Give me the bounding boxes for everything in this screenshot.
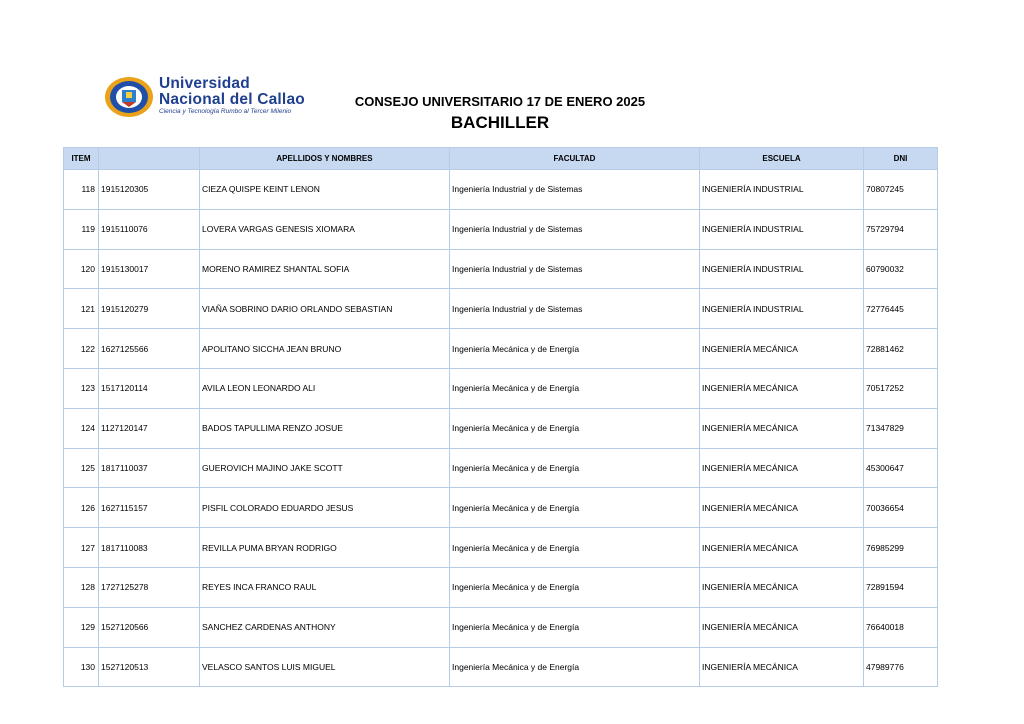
cell-school: INGENIERÍA MECÁNICA — [700, 647, 864, 687]
cell-name: APOLITANO SICCHA JEAN BRUNO — [200, 329, 450, 369]
cell-school: INGENIERÍA MECÁNICA — [700, 329, 864, 369]
cell-dni: 72881462 — [864, 329, 938, 369]
table-row — [64, 607, 938, 647]
cell-name: BADOS TAPULLIMA RENZO JOSUE — [200, 408, 450, 448]
cell-dni: 70807245 — [864, 170, 938, 210]
cell-item: 127 — [64, 528, 99, 568]
cell-name: SANCHEZ CARDENAS ANTHONY — [200, 607, 450, 647]
cell-dni: 47989776 — [864, 647, 938, 687]
university-seal-icon — [103, 76, 155, 118]
cell-name: CIEZA QUISPE KEINT LENON — [200, 170, 450, 210]
cell-code: 1527120566 — [99, 607, 200, 647]
cell-name: PISFIL COLORADO EDUARDO JESUS — [200, 488, 450, 528]
cell-dni: 75729794 — [864, 209, 938, 249]
table-row — [64, 289, 938, 329]
header-dni: DNI — [864, 148, 938, 170]
cell-code: 1527120513 — [99, 647, 200, 687]
cell-item: 121 — [64, 289, 99, 329]
cell-faculty: Ingeniería Mecánica y de Energía — [450, 329, 700, 369]
cell-item: 120 — [64, 249, 99, 289]
table-row — [64, 329, 938, 369]
cell-code: 1627115157 — [99, 488, 200, 528]
cell-school: INGENIERÍA INDUSTRIAL — [700, 249, 864, 289]
cell-code: 1915130017 — [99, 249, 200, 289]
cell-dni: 72776445 — [864, 289, 938, 329]
cell-faculty: Ingeniería Mecánica y de Energía — [450, 607, 700, 647]
cell-school: INGENIERÍA MECÁNICA — [700, 368, 864, 408]
cell-faculty: Ingeniería Mecánica y de Energía — [450, 408, 700, 448]
cell-school: INGENIERÍA INDUSTRIAL — [700, 289, 864, 329]
cell-name: REVILLA PUMA BRYAN RODRIGO — [200, 528, 450, 568]
cell-item: 118 — [64, 170, 99, 210]
cell-dni: 76985299 — [864, 528, 938, 568]
cell-name: GUEROVICH MAJINO JAKE SCOTT — [200, 448, 450, 488]
cell-code: 1915110076 — [99, 209, 200, 249]
cell-item: 125 — [64, 448, 99, 488]
cell-code: 1517120114 — [99, 368, 200, 408]
table-row — [64, 368, 938, 408]
cell-name: AVILA LEON LEONARDO ALI — [200, 368, 450, 408]
cell-faculty: Ingeniería Mecánica y de Energía — [450, 368, 700, 408]
cell-school: INGENIERÍA MECÁNICA — [700, 408, 864, 448]
table-row — [64, 488, 938, 528]
cell-dni: 70036654 — [864, 488, 938, 528]
cell-name: MORENO RAMIREZ SHANTAL SOFIA — [200, 249, 450, 289]
cell-faculty: Ingeniería Industrial y de Sistemas — [450, 249, 700, 289]
table-row — [64, 528, 938, 568]
logo-tagline: Ciencia y Tecnología Rumbo al Tercer Milenio — [159, 108, 292, 115]
header-name: APELLIDOS Y NOMBRES — [200, 148, 450, 170]
cell-item: 128 — [64, 567, 99, 607]
cell-item: 123 — [64, 368, 99, 408]
cell-faculty: Ingeniería Mecánica y de Energía — [450, 488, 700, 528]
logo-line-2: Nacional del Callao — [159, 91, 305, 108]
table-row — [64, 448, 938, 488]
cell-code: 1727125278 — [99, 567, 200, 607]
table-header-row — [64, 148, 938, 170]
university-logo — [103, 76, 318, 118]
cell-school: INGENIERÍA MECÁNICA — [700, 607, 864, 647]
cell-faculty: Ingeniería Industrial y de Sistemas — [450, 209, 700, 249]
header-faculty: FACULTAD — [450, 148, 700, 170]
cell-dni: 70517252 — [864, 368, 938, 408]
cell-item: 129 — [64, 607, 99, 647]
cell-school: INGENIERÍA MECÁNICA — [700, 488, 864, 528]
cell-name: REYES INCA FRANCO RAUL — [200, 567, 450, 607]
document-title: CONSEJO UNIVERSITARIO 17 DE ENERO 2025 — [354, 94, 646, 109]
cell-code: 1627125566 — [99, 329, 200, 369]
table-row — [64, 249, 938, 289]
cell-code: 1817110037 — [99, 448, 200, 488]
cell-code: 1127120147 — [99, 408, 200, 448]
cell-name: LOVERA VARGAS GENESIS XIOMARA — [200, 209, 450, 249]
cell-code: 1915120279 — [99, 289, 200, 329]
cell-item: 122 — [64, 329, 99, 369]
cell-school: INGENIERÍA INDUSTRIAL — [700, 170, 864, 210]
header-school: ESCUELA — [700, 148, 864, 170]
cell-faculty: Ingeniería Mecánica y de Energía — [450, 528, 700, 568]
table-row — [64, 170, 938, 210]
table-row — [64, 647, 938, 687]
cell-school: INGENIERÍA INDUSTRIAL — [700, 209, 864, 249]
cell-school: INGENIERÍA MECÁNICA — [700, 528, 864, 568]
logo-line-1: Universidad — [159, 75, 250, 92]
cell-code: 1817110083 — [99, 528, 200, 568]
cell-dni: 60790032 — [864, 249, 938, 289]
cell-item: 124 — [64, 408, 99, 448]
table-row — [64, 209, 938, 249]
cell-faculty: Ingeniería Mecánica y de Energía — [450, 567, 700, 607]
cell-faculty: Ingeniería Industrial y de Sistemas — [450, 289, 700, 329]
cell-item: 126 — [64, 488, 99, 528]
cell-dni: 72891594 — [864, 567, 938, 607]
table-row — [64, 408, 938, 448]
cell-item: 119 — [64, 209, 99, 249]
cell-school: INGENIERÍA MECÁNICA — [700, 567, 864, 607]
cell-faculty: Ingeniería Mecánica y de Energía — [450, 448, 700, 488]
header-item: ITEM — [64, 148, 99, 170]
cell-code: 1915120305 — [99, 170, 200, 210]
cell-school: INGENIERÍA MECÁNICA — [700, 448, 864, 488]
table-row — [64, 567, 938, 607]
cell-name: VIAÑA SOBRINO DARIO ORLANDO SEBASTIAN — [200, 289, 450, 329]
cell-faculty: Ingeniería Mecánica y de Energía — [450, 647, 700, 687]
header-code — [99, 148, 200, 170]
cell-dni: 76640018 — [864, 607, 938, 647]
document-subtitle: BACHILLER — [450, 113, 550, 132]
cell-dni: 71347829 — [864, 408, 938, 448]
cell-faculty: Ingeniería Industrial y de Sistemas — [450, 170, 700, 210]
cell-name: VELASCO SANTOS LUIS MIGUEL — [200, 647, 450, 687]
cell-dni: 45300647 — [864, 448, 938, 488]
cell-item: 130 — [64, 647, 99, 687]
graduates-table — [63, 147, 938, 687]
